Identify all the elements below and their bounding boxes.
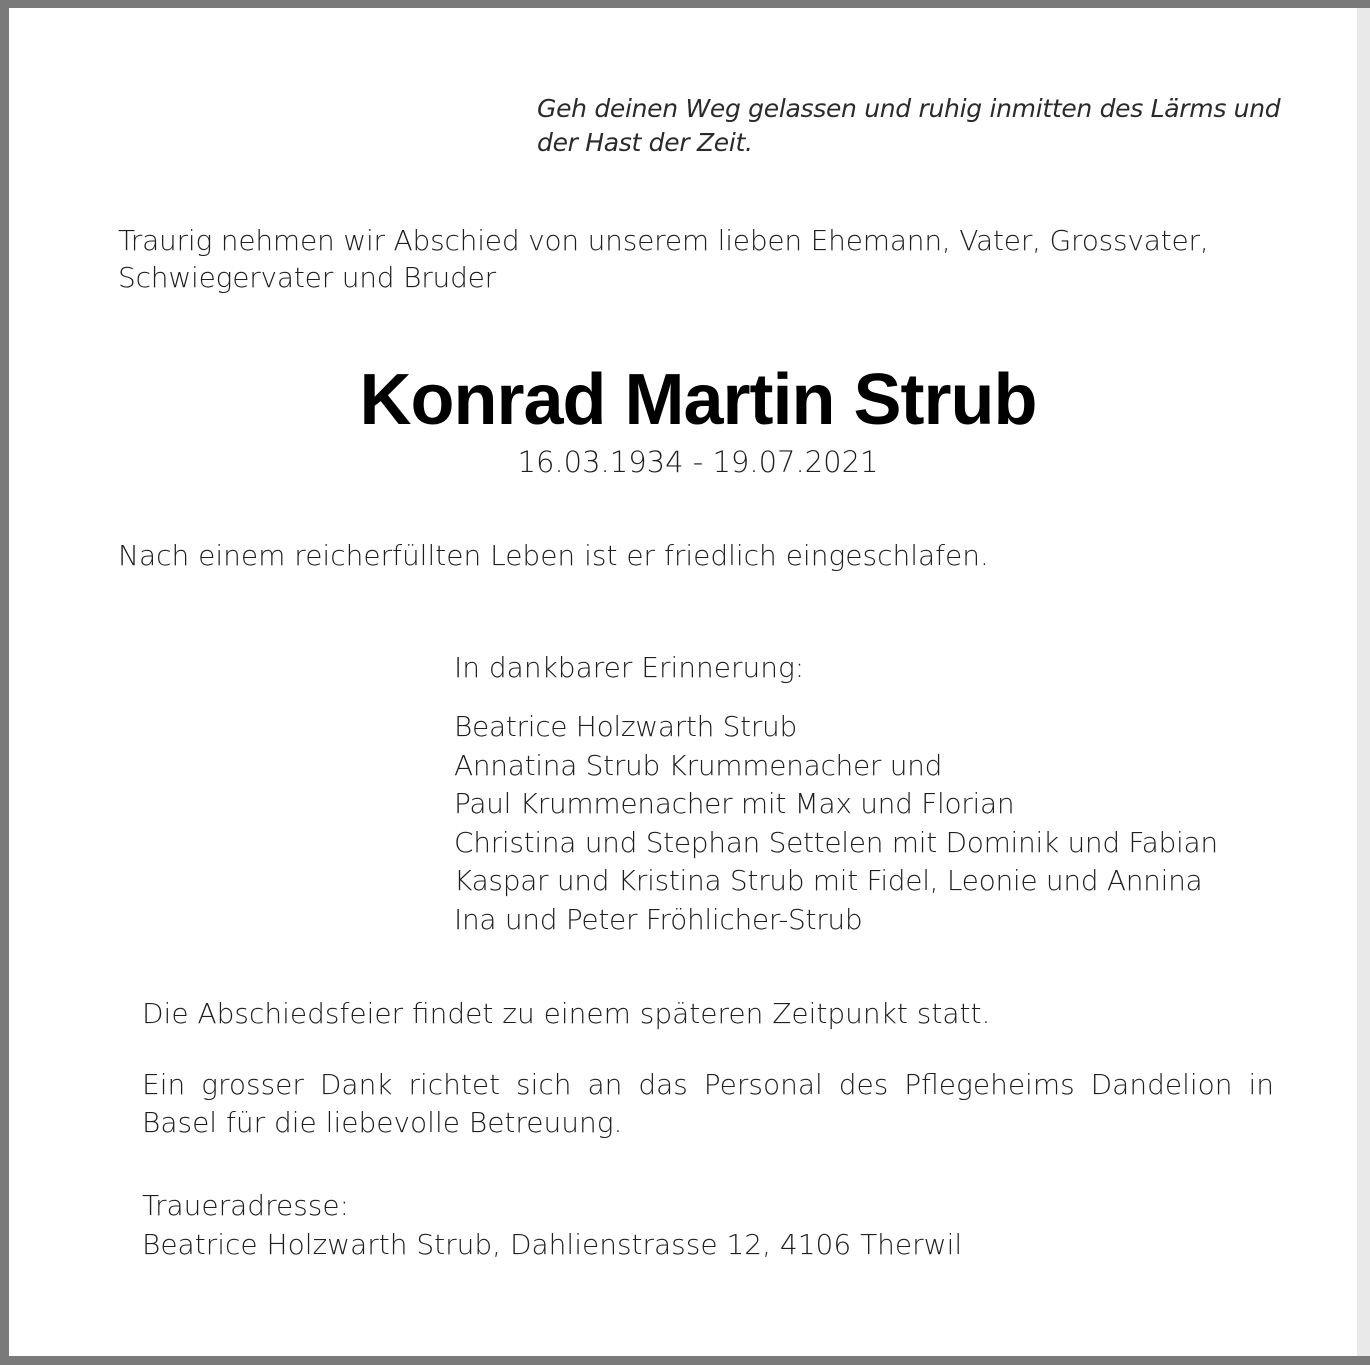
life-dates: 16.03.1934 - 19.07.2021 xyxy=(517,445,879,479)
family-member: Annatina Strub Krummenacher und xyxy=(454,748,943,782)
family-list xyxy=(454,708,1334,939)
family-member: Ina und Peter Fröhlicher-Strub xyxy=(454,902,863,936)
family-member: Christina und Stephan Settelen mit Dominik und Fabian xyxy=(454,825,1218,859)
peace-text: Nach einem reicherfüllten Leben ist er friedlich eingeschlafen. xyxy=(118,539,989,572)
family-member: Paul Krummenacher mit Max und Florian xyxy=(454,787,1015,820)
family-member: Kaspar und Kristina Strub mit Fidel, Leonie und Annina xyxy=(454,864,1203,897)
obituary-page xyxy=(9,8,1357,1356)
address-label: Traueradresse: xyxy=(142,1189,350,1222)
memory-heading: In dankbarer Erinnerung: xyxy=(454,651,805,684)
mourning-address xyxy=(142,1186,1282,1264)
motto-quote: Geh deinen Weg gelassen und ruhig inmitten des Lärms und der Hast der Zeit. xyxy=(537,94,1281,157)
ceremony-text: Die Abschiedsfeier findet zu einem späteren Zeitpunkt statt. xyxy=(142,997,991,1030)
intro-text: Traurig nehmen wir Abschied von unserem lieben Ehemann, Vater, Grossvater, Schwiegervater und Bruder xyxy=(118,224,1209,294)
thanks-text: Ein grosser Dank richtet sich an das Personal des Pflegeheims Dandelion in Basel für die liebevolle Betreuung. xyxy=(142,1068,1274,1139)
deceased-name: Konrad Martin Strub xyxy=(359,360,1037,440)
family-member: Beatrice Holzwarth Strub xyxy=(454,710,797,743)
address-value: Beatrice Holzwarth Strub, Dahlienstrasse 12, 4106 Therwil xyxy=(142,1228,963,1261)
page-edge-shadow xyxy=(1357,8,1370,1356)
